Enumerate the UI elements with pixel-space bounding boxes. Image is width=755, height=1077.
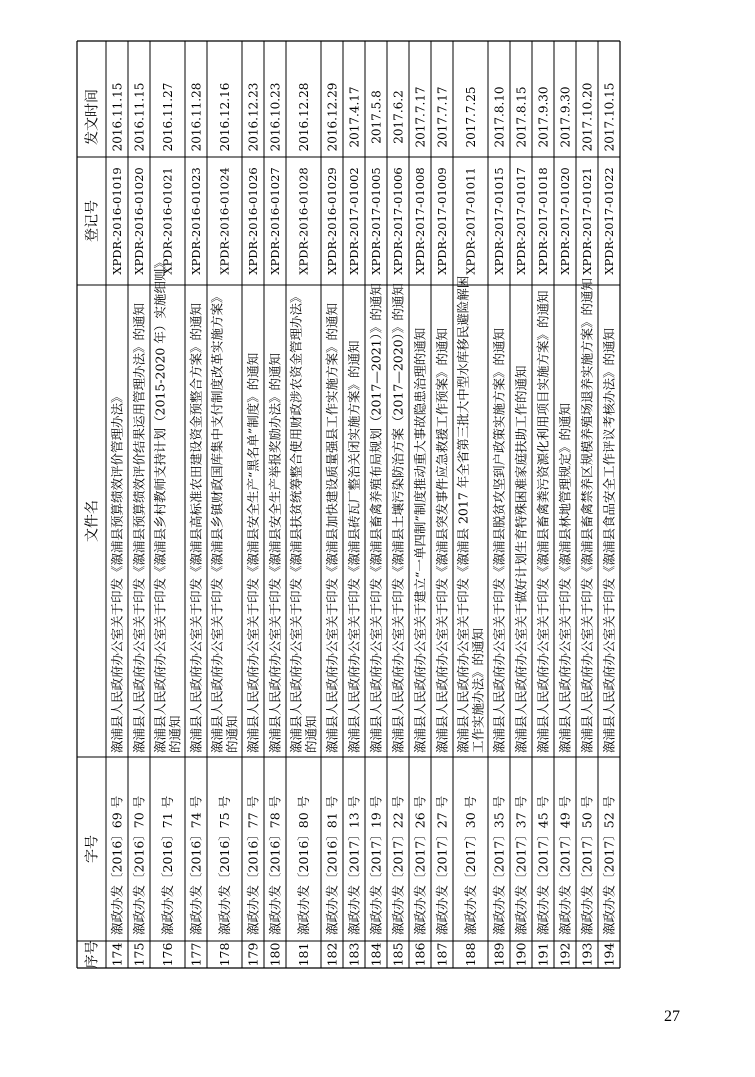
cell-reg-no: XPDR-2017-01006 <box>391 167 406 275</box>
header-reg-no: 登记号 <box>84 200 101 242</box>
cell-reg-no: XPDR-2016-01020 <box>132 167 147 275</box>
cell-doc-no: 溆政办发〔2016〕69 号 <box>109 795 125 935</box>
cell-doc-no: 溆政办发〔2017〕27 号 <box>434 795 450 935</box>
cell-title-line: 溆浦县人民政府办公室关于印发《溆浦县乡镇财政国库集中支付制度改革实施方案》 <box>209 290 225 753</box>
cell-title-line: 工作实施办法》的通知 <box>470 627 486 753</box>
cell-date: 2016.11.28 <box>189 82 204 152</box>
cell-seq: 186 <box>412 942 428 967</box>
cell-title: 溆浦县人民政府办公室关于印发《溆浦县高标准农田建设资金预整合方案》的通知 <box>188 302 204 753</box>
cell-reg-no: XPDR-2017-01008 <box>413 167 428 275</box>
cell-title: 溆浦县人民政府办公室关于印发《溆浦县林地管理规定》的通知 <box>557 402 573 753</box>
cell-date: 2017.9.30 <box>558 86 573 148</box>
cell-date: 2016.11.15 <box>110 82 125 152</box>
cell-doc-no: 溆政办发〔2017〕52 号 <box>601 795 617 935</box>
cell-date: 2017.7.17 <box>413 86 428 148</box>
cell-doc-no: 溆政办发〔2016〕71 号 <box>160 795 175 935</box>
cell-reg-no: XPDR-2017-01017 <box>514 167 529 275</box>
header-seq: 序号 <box>84 940 101 969</box>
cell-reg-no: XPDR-2016-01028 <box>296 167 311 275</box>
cell-seq: 191 <box>535 942 551 967</box>
cell-reg-no: XPDR-2016-01024 <box>217 167 232 275</box>
cell-seq: 175 <box>131 942 147 967</box>
cell-seq: 192 <box>557 942 573 967</box>
cell-date: 2016.11.15 <box>132 82 147 152</box>
cell-date: 2016.11.27 <box>160 82 175 152</box>
cell-reg-no: XPDR-2017-01002 <box>347 167 362 275</box>
cell-seq: 176 <box>160 942 175 967</box>
cell-title: 溆浦县人民政府办公室关于做好计划生育特殊困难家庭扶助工作的通知 <box>513 365 529 753</box>
cell-reg-no: XPDR-2016-01029 <box>325 167 340 275</box>
cell-seq: 187 <box>434 942 450 967</box>
cell-doc-no: 溆政办发〔2017〕30 号 <box>463 795 478 935</box>
cell-title: 溆浦县人民政府办公室关于印发《溆浦县土壤污染防治方案（2017—2020）》的通知 <box>390 283 406 753</box>
cell-title-line: 溆浦县人民政府办公室关于印发《溆浦县扶贫统筹整合使用财政涉农资金管理办法》 <box>288 290 304 753</box>
cell-seq: 182 <box>324 942 340 967</box>
cell-seq: 188 <box>463 942 478 967</box>
cell-reg-no: XPDR-2017-01015 <box>492 167 507 275</box>
cell-date: 2016.12.28 <box>296 82 311 152</box>
cell-date: 2017.7.25 <box>463 86 478 148</box>
cell-doc-no: 溆政办发〔2017〕49 号 <box>557 795 573 935</box>
cell-seq: 185 <box>390 942 406 967</box>
cell-title: 溆浦县人民政府办公室关于印发《溆浦县畜禽禁养区规模养殖场退养实施方案》的通知 <box>579 277 595 753</box>
cell-title: 溆浦县人民政府办公室关于印发《溆浦县安全生产举报奖励办法》的通知 <box>267 352 283 753</box>
cell-title: 溆浦县人民政府办公室关于印发《溆浦县突发事件应急救援工作预案》的通知 <box>434 327 450 753</box>
cell-date: 2017.5.8 <box>369 90 384 144</box>
cell-title-line: 的通知 <box>303 715 319 753</box>
cell-title: 溆浦县人民政府办公室关于印发《溆浦县安全生产“黑名单”制度》的通知 <box>245 352 261 753</box>
cell-date: 2017.10.20 <box>580 82 595 152</box>
cell-seq: 181 <box>296 942 311 967</box>
document-table <box>77 41 620 969</box>
cell-reg-no: XPDR-2017-01018 <box>536 167 551 275</box>
cell-doc-no: 溆政办发〔2017〕26 号 <box>412 795 428 935</box>
cell-reg-no: XPDR-2017-01022 <box>602 167 617 275</box>
cell-seq: 179 <box>245 942 261 967</box>
cell-title: 溆浦县人民政府办公室关于建立“一单四制”制度推动重大事故隐患治理的通知 <box>412 327 428 753</box>
cell-seq: 194 <box>601 942 617 967</box>
cell-title: 溆浦县人民政府办公室关于印发《溆浦县食品安全工作评议考核办法》的通知 <box>601 327 617 753</box>
header-doc-no: 字号 <box>84 835 101 863</box>
cell-date: 2016.10.23 <box>268 82 283 152</box>
cell-title: 溆浦县人民政府办公室关于印发《溆浦县畜禽养殖布局规划（2017—2021）》的通知 <box>368 283 384 753</box>
cell-reg-no: XPDR-2016-01027 <box>268 167 283 275</box>
cell-date: 2017.6.2 <box>391 90 406 144</box>
cell-title: 溆浦县人民政府办公室关于印发《溆浦县预算绩效评价结果运用管理办法》的通知 <box>131 302 147 753</box>
cell-doc-no: 溆政办发〔2017〕35 号 <box>491 795 507 935</box>
cell-title: 溆浦县人民政府办公室关于印发《溆浦县脱贫攻坚到户政策实施方案》的通知 <box>491 327 507 753</box>
cell-title-line: 的通知 <box>167 715 183 753</box>
cell-doc-no: 溆政办发〔2016〕75 号 <box>217 795 232 935</box>
cell-doc-no: 溆政办发〔2017〕45 号 <box>535 795 551 935</box>
cell-seq: 180 <box>267 942 283 967</box>
cell-date: 2017.4.17 <box>347 86 362 148</box>
cell-title: 溆浦县人民政府办公室关于印发《溆浦县预算绩效评价管理办法》 <box>109 390 125 753</box>
cell-doc-no: 溆政办发〔2016〕74 号 <box>188 795 204 935</box>
cell-date: 2017.9.30 <box>536 86 551 148</box>
cell-reg-no: XPDR-2016-01023 <box>189 167 204 275</box>
cell-date: 2017.10.15 <box>602 82 617 152</box>
cell-date: 2016.12.16 <box>217 82 232 152</box>
header-title: 文件名 <box>84 500 101 542</box>
cell-doc-no: 溆政办发〔2017〕22 号 <box>390 795 406 935</box>
header-date: 发文时间 <box>84 89 101 145</box>
cell-reg-no: XPDR-2016-01026 <box>246 167 261 275</box>
cell-date: 2016.12.23 <box>246 82 261 152</box>
cell-doc-no: 溆政办发〔2017〕37 号 <box>513 795 529 935</box>
cell-seq: 189 <box>491 942 507 967</box>
cell-doc-no: 溆政办发〔2017〕50 号 <box>579 795 595 935</box>
cell-title-line: 溆浦县人民政府办公室关于印发《溆浦县 2017 年全省第三批大中型水库移民避险解困 <box>455 275 471 753</box>
cell-reg-no: XPDR-2016-01019 <box>110 167 125 275</box>
cell-doc-no: 溆政办发〔2017〕13 号 <box>346 795 362 935</box>
cell-doc-no: 溆政办发〔2017〕19 号 <box>368 795 384 935</box>
cell-seq: 193 <box>579 942 595 967</box>
cell-date: 2017.7.17 <box>435 86 450 148</box>
cell-date: 2016.12.29 <box>325 82 340 152</box>
cell-reg-no: XPDR-2017-01021 <box>580 167 595 275</box>
cell-reg-no: XPDR-2017-01011 <box>463 167 478 275</box>
cell-date: 2017.8.15 <box>514 86 529 148</box>
cell-doc-no: 溆政办发〔2016〕78 号 <box>267 795 283 935</box>
cell-doc-no: 溆政办发〔2016〕77 号 <box>245 795 261 935</box>
cell-seq: 177 <box>188 942 204 967</box>
cell-seq: 178 <box>217 942 232 967</box>
cell-seq: 190 <box>513 942 529 967</box>
cell-seq: 184 <box>368 942 384 967</box>
page-number: 27 <box>664 1008 680 1025</box>
cell-doc-no: 溆政办发〔2016〕80 号 <box>296 795 311 935</box>
cell-seq: 174 <box>109 942 125 967</box>
cell-reg-no: XPDR-2017-01009 <box>435 167 450 275</box>
cell-reg-no: XPDR-2017-01020 <box>558 167 573 275</box>
cell-date: 2017.8.10 <box>492 86 507 148</box>
cell-doc-no: 溆政办发〔2016〕70 号 <box>131 795 147 935</box>
cell-title: 溆浦县人民政府办公室关于印发《溆浦县畜禽粪污资源化利用项目实施方案》的通知 <box>535 290 551 753</box>
cell-doc-no: 溆政办发〔2016〕81 号 <box>324 795 340 935</box>
cell-title-line: 的通知 <box>224 715 240 753</box>
cell-seq: 183 <box>346 942 362 967</box>
cell-title: 溆浦县人民政府办公室关于印发《溆浦县砖瓦厂整治关闭实施方案》的通知 <box>346 340 362 753</box>
cell-reg-no: XPDR-2017-01005 <box>369 167 384 275</box>
cell-title: 溆浦县人民政府办公室关于印发《溆浦县加快建设质量强县工作实施方案》的通知 <box>324 302 340 753</box>
cell-reg-no: XPDR-2016-01021 <box>160 167 175 275</box>
cell-title-line: 溆浦县人民政府办公室关于印发《溆浦县乡村教师支持计划（2015-2020 年）实施细则》 <box>152 256 168 753</box>
